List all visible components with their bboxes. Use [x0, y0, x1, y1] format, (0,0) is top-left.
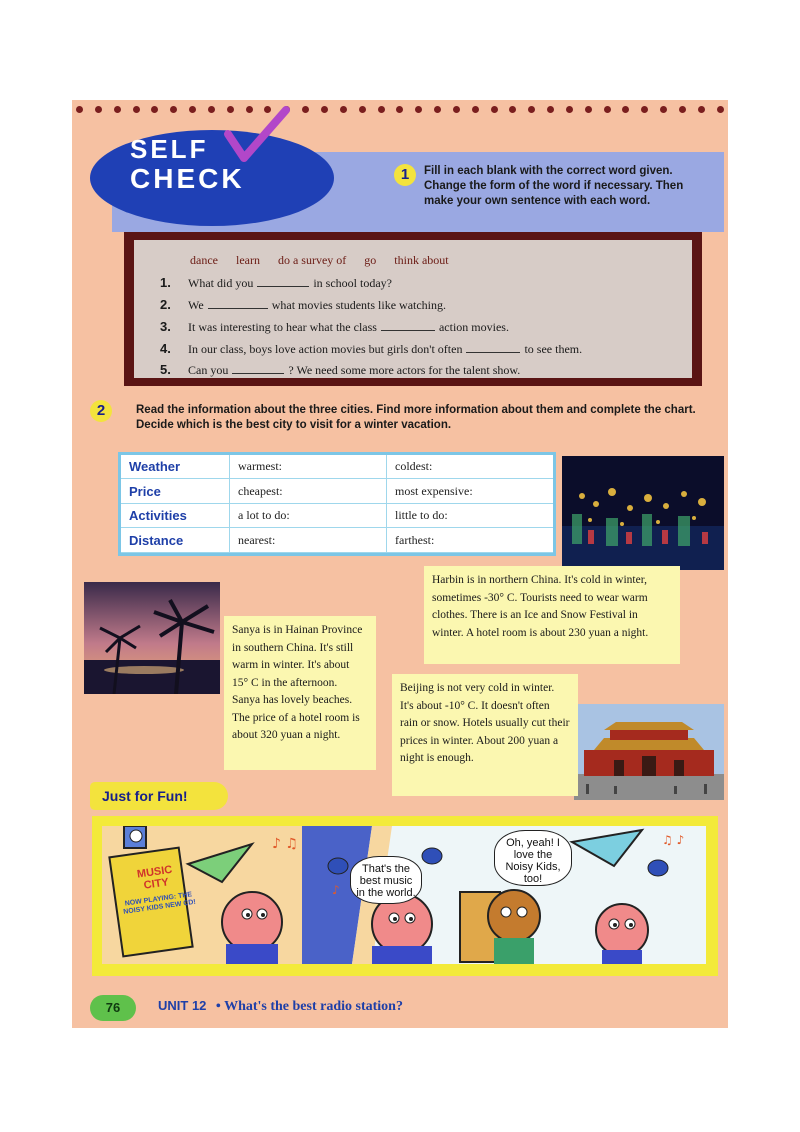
sentence-4 [160, 341, 582, 357]
dotted-border [72, 106, 728, 120]
row-label: Activities [121, 503, 230, 528]
row-label: Price [121, 479, 230, 504]
chart-cell[interactable]: nearest: [230, 528, 387, 553]
exercise-1-number: 1 [394, 164, 416, 186]
chart-cell[interactable]: little to do: [387, 503, 554, 528]
row-label: Distance [121, 528, 230, 553]
answer-blank[interactable] [232, 362, 284, 374]
sentence-2 [160, 297, 446, 313]
svg-text:♪ ♫: ♪ ♫ [272, 836, 298, 852]
word-bank [190, 253, 449, 268]
word-bank-item: dance [190, 253, 218, 267]
footer-separator: • [215, 999, 221, 1014]
unit-title: What's the best radio station? [224, 999, 403, 1014]
sentence-1 [160, 275, 392, 291]
page-number: 76 [90, 995, 136, 1021]
sentence-text: action movies. [438, 320, 509, 334]
sentence-number: 3. [160, 319, 171, 334]
footer-title [158, 998, 403, 1015]
comic-panels [102, 826, 706, 964]
sanya-photo [84, 582, 220, 694]
just-for-fun-label: Just for Fun! [90, 782, 228, 810]
sentence-text: to see them. [524, 342, 583, 356]
answer-blank[interactable] [257, 275, 309, 287]
table-row [121, 479, 553, 504]
chart-cell[interactable]: most expensive: [387, 479, 554, 504]
sentence-text: ? We need some more actors for the talent show. [288, 363, 521, 377]
answer-blank[interactable] [466, 341, 520, 353]
harbin-text: Harbin is in northern China. It's cold in winter, sometimes -30° C. Tourists need to wear warm clothes. There is an Ice and Snow Festival in winter. A hotel room is about 230 yuan a night. [424, 566, 680, 664]
sentence-text: We [188, 298, 204, 312]
word-bank-item: go [364, 253, 377, 267]
row-label: Weather [121, 455, 230, 479]
word-bank-item: do a survey of [277, 253, 347, 267]
sentence-text: Can you [188, 363, 229, 377]
sentence-text: what movies students like watching. [271, 298, 447, 312]
exercise-2-number: 2 [90, 400, 112, 422]
sentence-3 [160, 319, 509, 335]
sentence-number: 2. [160, 297, 171, 312]
title-check: CHECK [130, 163, 245, 194]
table-row [121, 528, 553, 553]
exercise-2-instructions: Read the information about the three cities. Find more information about them and complete the chart. Decide which is the best city to visit for a winter vacation. [136, 404, 696, 431]
sign-small-text: NOW PLAYING: THE NOISY KIDS NEW CD! [122, 891, 197, 916]
sentence-number: 5. [160, 362, 171, 377]
textbook-page [72, 100, 728, 1028]
beijing-photo [574, 704, 724, 800]
checkmark-icon [222, 106, 292, 166]
sentence-number: 4. [160, 341, 171, 356]
sentence-5 [160, 362, 520, 378]
sentence-number: 1. [160, 275, 171, 290]
chart-cell[interactable]: farthest: [387, 528, 554, 553]
sign-line: CITY [143, 876, 170, 892]
chart-cell[interactable]: a lot to do: [230, 503, 387, 528]
exercise-1-panel [134, 240, 692, 378]
exercise-1-instructions: Fill in each blank with the correct word given. Change the form of the word if necessary. Then make your own sentence with each word. [424, 165, 684, 207]
sentence-text: In our class, boys love action movies but girls don't often [188, 342, 463, 356]
speech-bubble-1: That's the best music in the world. [350, 856, 422, 904]
sign-line: MUSIC [136, 863, 174, 881]
table-row [121, 503, 553, 528]
beijing-text: Beijing is not very cold in winter. It's about -10° C. It doesn't often rain or snow. Hotels usually cut their prices in winter. About 200 yuan a night is enough. [392, 674, 578, 796]
word-bank-item: think about [394, 253, 449, 267]
table-row [121, 455, 553, 479]
answer-blank[interactable] [381, 319, 435, 331]
title-self: SELF [130, 134, 209, 164]
sanya-text: Sanya is in Hainan Province in southern China. It's still warm in winter. It's about 15° C in the afternoon. Sanya has lovely beaches. The price of a hotel room is about 320 yuan a night. [224, 616, 376, 770]
chart-cell[interactable]: cheapest: [230, 479, 387, 504]
harbin-photo [562, 456, 724, 570]
unit-label: UNIT 12 [158, 998, 207, 1013]
sentence-text: It was interesting to hear what the class [188, 320, 377, 334]
word-bank-item: learn [235, 253, 260, 267]
exercise-1-frame [124, 232, 702, 386]
chart-cell[interactable]: coldest: [387, 455, 554, 479]
sentence-text: What did you [188, 276, 254, 290]
comparison-chart [118, 452, 556, 556]
answer-blank[interactable] [208, 297, 268, 309]
comic-strip [92, 816, 718, 976]
chart-cell[interactable]: warmest: [230, 455, 387, 479]
svg-text:♫ ♪: ♫ ♪ [662, 833, 685, 847]
speech-bubble-2: Oh, yeah! I love the Noisy Kids, too! [494, 830, 572, 886]
svg-text:♪: ♪ [332, 883, 340, 897]
sentence-text: in school today? [313, 276, 392, 290]
